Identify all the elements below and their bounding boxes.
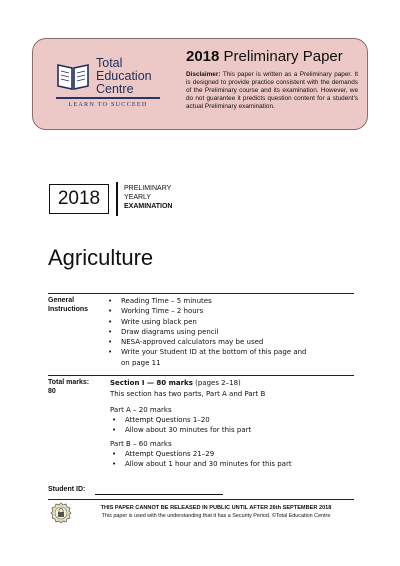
divider — [48, 293, 354, 294]
list-item: • Allow about 1 hour and 30 minutes for this part — [112, 459, 342, 469]
student-id-field[interactable] — [95, 494, 223, 495]
divider — [48, 499, 354, 500]
exam-type: PRELIMINARY YEARLY EXAMINATION — [124, 185, 173, 210]
general-instructions-list — [108, 296, 308, 368]
list-item: • Working Time – 2 hours — [108, 306, 308, 316]
total-marks-label: Total marks: 80 — [48, 379, 90, 395]
part-b-list — [112, 449, 342, 470]
exam-year-box: 2018 — [49, 184, 109, 214]
part-a-heading: Part A – 20 marks — [110, 406, 172, 414]
divider — [48, 375, 354, 376]
list-item: • Allow about 30 minutes for this part — [112, 425, 342, 435]
logo-tagline: LEARN TO SUCCEED — [68, 101, 148, 108]
divider — [116, 182, 118, 216]
list-item: • Attempt Questions 21–29 — [112, 449, 342, 459]
student-id-label: Student ID: — [48, 486, 86, 493]
open-book-icon — [56, 59, 90, 91]
disclaimer: Disclaimer: This paper is written as a Preliminary paper. It is designed to provide practice consistent with the demands of the Preliminary course and its examination. However, we do not guarantee it predicts question content for a student's actual Preliminary examination. — [186, 71, 358, 110]
paper-title: 2018 Preliminary Paper — [186, 48, 343, 65]
part-b-heading: Part B – 60 marks — [110, 440, 172, 448]
logo-rule — [56, 97, 160, 99]
security-notice: This paper is used with the understanding that it has a Security Period. ©Total Education Centre — [101, 513, 331, 519]
section-parts: This section has two parts, Part A and Part B — [110, 390, 266, 398]
section-heading: Section I — 80 marks (pages 2–18) — [110, 379, 241, 387]
list-item: • Attempt Questions 1–20 — [112, 415, 342, 425]
release-notice: THIS PAPER CANNOT BE RELEASED IN PUBLIC UNTIL AFTER 26th SEPTEMBER 2018 — [100, 505, 332, 511]
logo-wordmark: Total Education Centre — [96, 56, 152, 96]
subject-title: Agriculture — [48, 245, 154, 270]
part-a-list — [112, 415, 342, 436]
list-item: • Write using black pen — [108, 317, 308, 327]
list-item: • NESA-approved calculators may be used — [108, 337, 308, 347]
general-instructions-label: General Instructions — [48, 297, 89, 313]
list-item: • Write your Student ID at the bottom of this page and on page 11 — [108, 347, 308, 368]
list-item: • Draw diagrams using pencil — [108, 327, 308, 337]
list-item: • Reading Time – 5 minutes — [108, 296, 308, 306]
security-seal-icon — [50, 502, 72, 524]
